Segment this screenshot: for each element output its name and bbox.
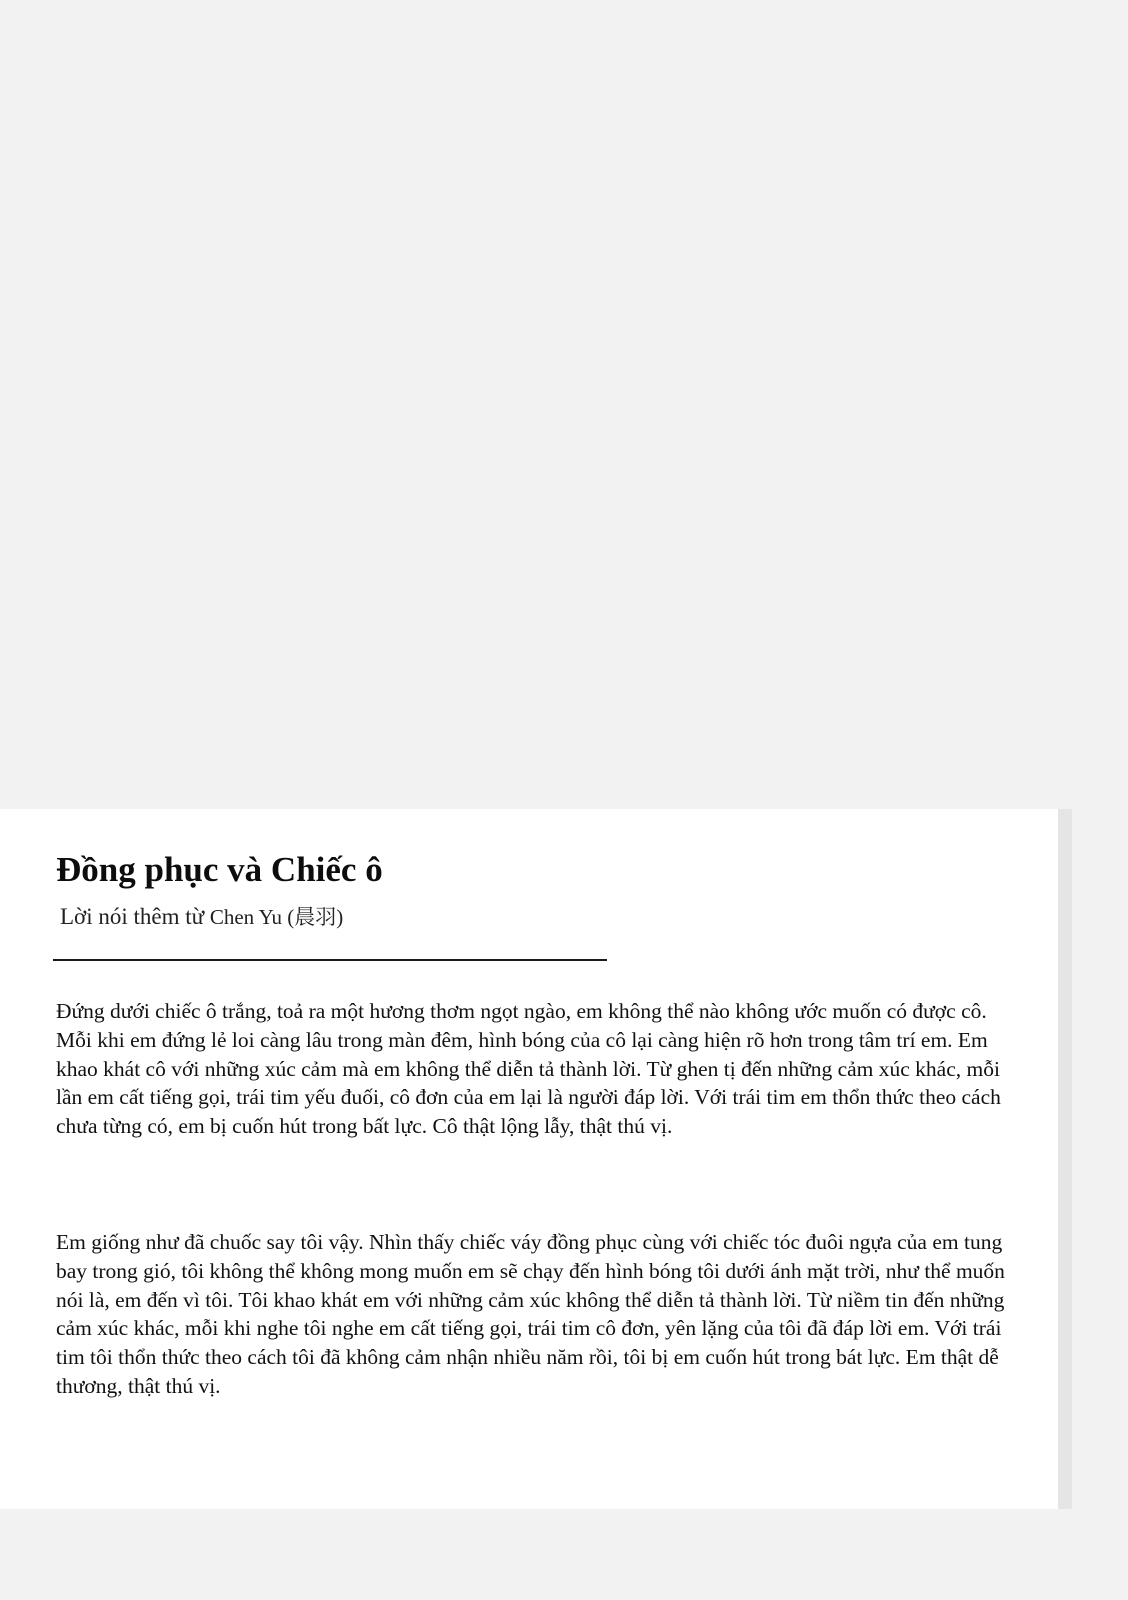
subtitle-author: Chen Yu (晨羽) <box>209 905 344 929</box>
subtitle-prefix: Lời nói thêm từ <box>60 904 205 929</box>
page-subtitle <box>60 902 343 932</box>
document-page <box>0 809 1058 1509</box>
body-paragraph: Đứng dưới chiếc ô trắng, toả ra một hương thơm ngọt ngào, em không thể nào không ước muốn có được cô. Mỗi khi em đứng lẻ loi càng lâu trong màn đêm, hình bóng của cô lại càng hiện rõ hơn trong tâm trí em. Em khao khát cô với những xúc cảm mà em không thể diễn tả thành lời. Từ ghen tị đến những cảm xúc khác, mỗi lần em cất tiếng gọi, trái tim yếu đuối, cô đơn của em lại là người đáp lời. Với trái tim em thổn thức theo cách chưa từng có, em bị cuốn hút trong bất lực. Cô thật lộng lẫy, thật thú vị. <box>56 999 1001 1139</box>
page-edge-shadow <box>1058 809 1072 1509</box>
page-title: Đồng phục và Chiếc ô <box>56 850 383 889</box>
body-paragraph: Em giống như đã chuốc say tôi vậy. Nhìn thấy chiếc váy đồng phục cùng với chiếc tóc đuôi ngựa của em tung bay trong gió, tôi không thể không mong muốn em sẽ chạy đến hình bóng tôi dưới ánh mặt trời, như thể muốn nói là, em đến vì tôi. Tôi khao khát em với những cảm xúc không thể diễn tả thành lời. Từ niềm tin đến những cảm xúc khác, mỗi khi nghe tôi nghe em cất tiếng gọi, trái tim cô đơn, yên lặng của tôi đã đáp lời em. Với trái tim tôi thổn thức theo cách tôi đã không cảm nhận nhiều năm rồi, tôi bị em cuốn hút trong bát lực. Em thật dễ thương, thật thú vị. <box>56 1230 1005 1398</box>
title-divider <box>53 959 607 961</box>
